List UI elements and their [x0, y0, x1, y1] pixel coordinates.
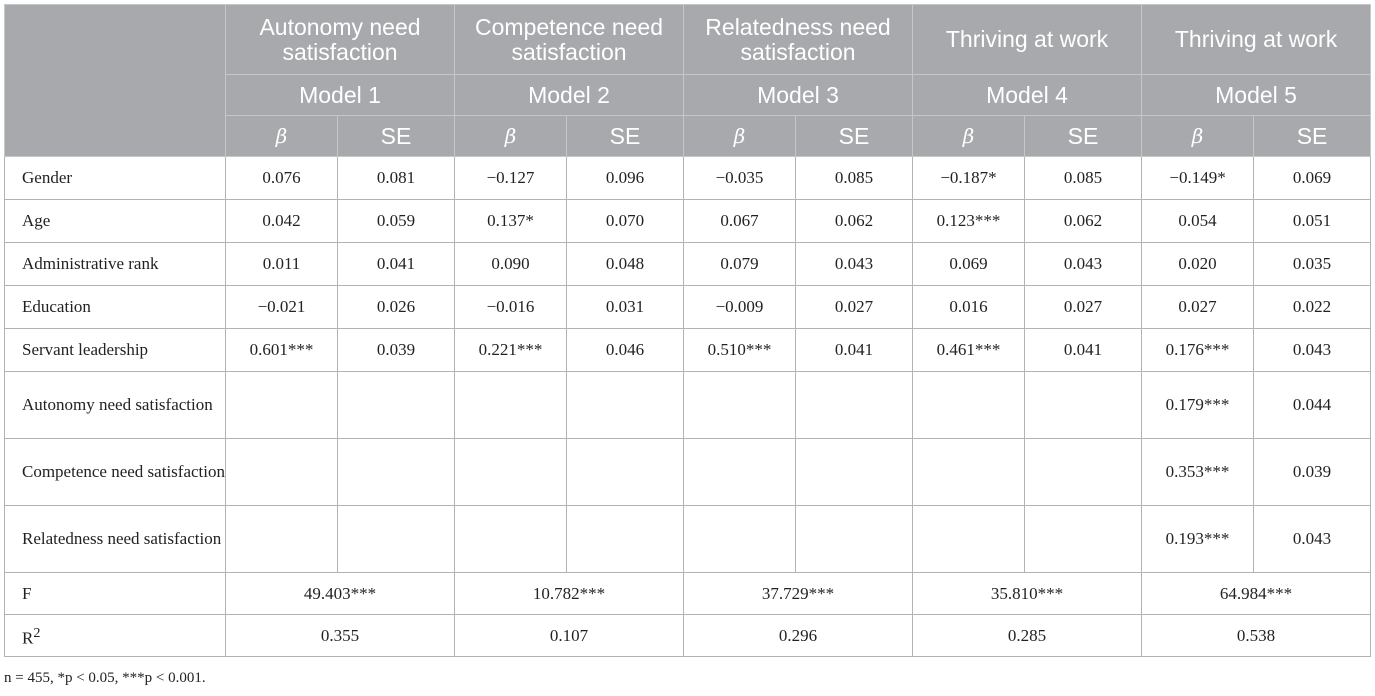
f-value-cell: 37.729***: [684, 573, 913, 615]
header-se: SE: [1254, 116, 1371, 157]
header-model: Model 3: [684, 75, 913, 116]
se-cell: 0.046: [567, 329, 684, 372]
se-cell: [1025, 506, 1142, 573]
beta-cell: 0.020: [1142, 243, 1254, 286]
se-cell: 0.085: [1025, 157, 1142, 200]
table-body: [5, 157, 1371, 657]
header-model: Model 1: [226, 75, 455, 116]
se-cell: 0.039: [338, 329, 455, 372]
beta-cell: 0.011: [226, 243, 338, 286]
se-cell: 0.069: [1254, 157, 1371, 200]
se-cell: 0.041: [796, 329, 913, 372]
se-cell: 0.026: [338, 286, 455, 329]
beta-cell: −0.187*: [913, 157, 1025, 200]
header-model: Model 5: [1142, 75, 1371, 116]
r2-label-sup: 2: [33, 624, 41, 641]
r2-value-cell: 0.107: [455, 615, 684, 657]
se-cell: [796, 372, 913, 439]
f-value-cell: 35.810***: [913, 573, 1142, 615]
beta-cell: 0.079: [684, 243, 796, 286]
header-model: Model 4: [913, 75, 1142, 116]
se-cell: 0.043: [796, 243, 913, 286]
f-value-cell: 49.403***: [226, 573, 455, 615]
header-beta: β: [1142, 116, 1254, 157]
header-beta: β: [913, 116, 1025, 157]
beta-cell: 0.027: [1142, 286, 1254, 329]
row-label: Relatedness need satisfaction: [5, 506, 226, 573]
header-outcome: Competence need satisfaction: [455, 5, 684, 75]
beta-cell: 0.353***: [1142, 439, 1254, 506]
se-cell: 0.043: [1025, 243, 1142, 286]
se-cell: 0.059: [338, 200, 455, 243]
r2-value-cell: 0.285: [913, 615, 1142, 657]
r2-value-cell: 0.538: [1142, 615, 1371, 657]
se-cell: [1025, 372, 1142, 439]
table-row: [5, 200, 1371, 243]
beta-cell: −0.016: [455, 286, 567, 329]
beta-cell: [684, 506, 796, 573]
se-cell: 0.027: [1025, 286, 1142, 329]
beta-cell: [455, 439, 567, 506]
beta-cell: [913, 506, 1025, 573]
row-label: Gender: [5, 157, 226, 200]
beta-cell: 0.601***: [226, 329, 338, 372]
se-cell: [338, 372, 455, 439]
beta-cell: [913, 372, 1025, 439]
se-cell: 0.031: [567, 286, 684, 329]
se-cell: 0.041: [338, 243, 455, 286]
beta-cell: 0.221***: [455, 329, 567, 372]
beta-cell: 0.042: [226, 200, 338, 243]
header-outcome: Relatedness need satisfaction: [684, 5, 913, 75]
row-label: F: [5, 573, 226, 615]
beta-cell: [684, 372, 796, 439]
beta-cell: −0.035: [684, 157, 796, 200]
table-row: [5, 329, 1371, 372]
se-cell: [567, 439, 684, 506]
header-se: SE: [567, 116, 684, 157]
se-cell: 0.081: [338, 157, 455, 200]
beta-cell: [684, 439, 796, 506]
table-footnote: n = 455, *p < 0.05, ***p < 0.001.: [4, 670, 206, 686]
beta-cell: 0.176***: [1142, 329, 1254, 372]
header-model: Model 2: [455, 75, 684, 116]
se-cell: 0.027: [796, 286, 913, 329]
se-cell: 0.035: [1254, 243, 1371, 286]
table-row: [5, 506, 1371, 573]
beta-cell: 0.016: [913, 286, 1025, 329]
beta-cell: 0.090: [455, 243, 567, 286]
r2-label-main: R: [22, 628, 34, 648]
se-cell: [796, 506, 913, 573]
beta-cell: 0.076: [226, 157, 338, 200]
beta-cell: −0.009: [684, 286, 796, 329]
se-cell: 0.062: [796, 200, 913, 243]
se-cell: 0.051: [1254, 200, 1371, 243]
se-cell: 0.039: [1254, 439, 1371, 506]
beta-cell: 0.054: [1142, 200, 1254, 243]
regression-table: [4, 4, 1371, 657]
row-label: Age: [5, 200, 226, 243]
beta-cell: 0.137*: [455, 200, 567, 243]
se-cell: 0.041: [1025, 329, 1142, 372]
table-row: [5, 286, 1371, 329]
se-cell: 0.022: [1254, 286, 1371, 329]
beta-cell: [913, 439, 1025, 506]
header-outcome: Thriving at work: [1142, 5, 1371, 75]
beta-cell: −0.127: [455, 157, 567, 200]
beta-cell: 0.123***: [913, 200, 1025, 243]
se-cell: [567, 506, 684, 573]
se-cell: [796, 439, 913, 506]
row-label: Education: [5, 286, 226, 329]
beta-cell: 0.069: [913, 243, 1025, 286]
header-beta: β: [226, 116, 338, 157]
f-value-cell: 64.984***: [1142, 573, 1371, 615]
r2-value-cell: 0.355: [226, 615, 455, 657]
se-cell: 0.062: [1025, 200, 1142, 243]
se-cell: 0.044: [1254, 372, 1371, 439]
table-row: [5, 372, 1371, 439]
header-outcome: Autonomy need satisfaction: [226, 5, 455, 75]
se-cell: 0.085: [796, 157, 913, 200]
se-cell: [567, 372, 684, 439]
beta-cell: 0.510***: [684, 329, 796, 372]
se-cell: [338, 506, 455, 573]
row-label: Competence need satisfaction: [5, 439, 226, 506]
beta-cell: [455, 372, 567, 439]
header-corner-cell: [5, 5, 226, 157]
row-label: Administrative rank: [5, 243, 226, 286]
beta-cell: 0.067: [684, 200, 796, 243]
header-se: SE: [1025, 116, 1142, 157]
beta-cell: −0.021: [226, 286, 338, 329]
beta-cell: [455, 506, 567, 573]
beta-cell: −0.149*: [1142, 157, 1254, 200]
f-value-cell: 10.782***: [455, 573, 684, 615]
header-beta: β: [455, 116, 567, 157]
se-cell: [338, 439, 455, 506]
r2-value-cell: 0.296: [684, 615, 913, 657]
header-beta: β: [684, 116, 796, 157]
beta-cell: 0.461***: [913, 329, 1025, 372]
se-cell: [1025, 439, 1142, 506]
beta-cell: 0.179***: [1142, 372, 1254, 439]
r-squared-row: [5, 615, 1371, 657]
table-row: [5, 157, 1371, 200]
beta-cell: [226, 439, 338, 506]
beta-cell: [226, 506, 338, 573]
table-row: [5, 243, 1371, 286]
regression-table-container: [4, 4, 1370, 657]
header-row-outcomes: [5, 5, 1371, 75]
se-cell: 0.043: [1254, 329, 1371, 372]
row-label: Servant leadership: [5, 329, 226, 372]
beta-cell: [226, 372, 338, 439]
table-row: [5, 439, 1371, 506]
se-cell: 0.096: [567, 157, 684, 200]
f-statistic-row: [5, 573, 1371, 615]
table-header: [5, 5, 1371, 157]
header-se: SE: [796, 116, 913, 157]
header-outcome: Thriving at work: [913, 5, 1142, 75]
se-cell: 0.048: [567, 243, 684, 286]
row-label: [5, 615, 226, 657]
header-se: SE: [338, 116, 455, 157]
row-label: Autonomy need satisfaction: [5, 372, 226, 439]
se-cell: 0.043: [1254, 506, 1371, 573]
se-cell: 0.070: [567, 200, 684, 243]
beta-cell: 0.193***: [1142, 506, 1254, 573]
